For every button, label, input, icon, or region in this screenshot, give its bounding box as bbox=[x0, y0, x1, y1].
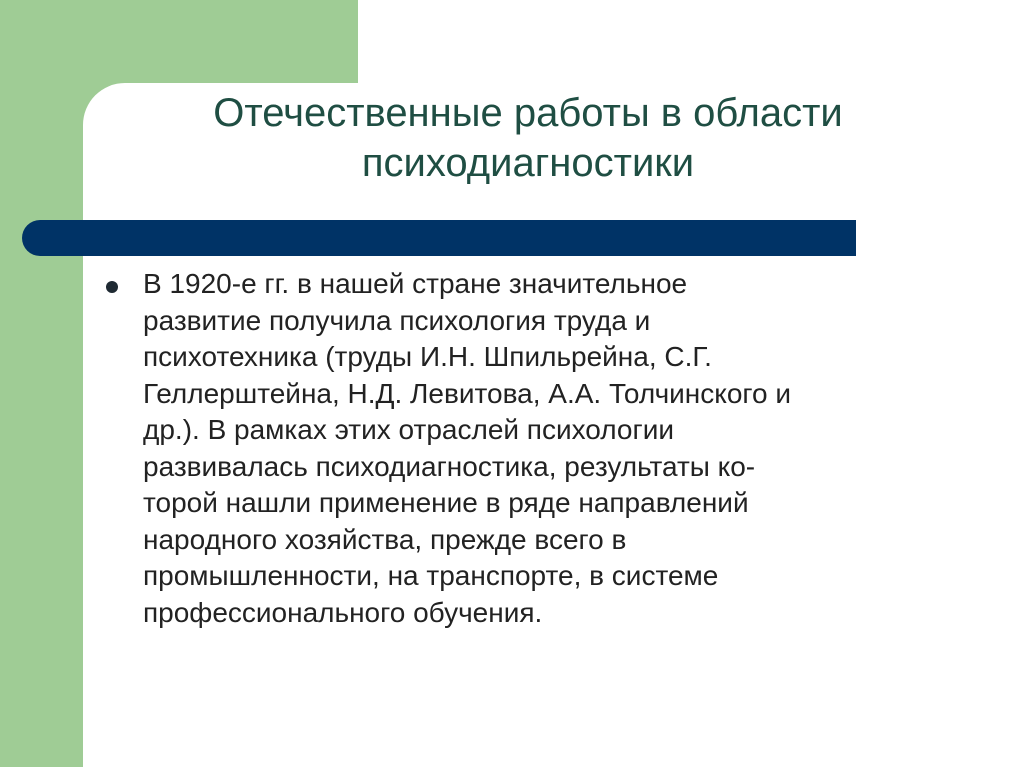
bullet-line: профессионального обучения. bbox=[143, 596, 543, 628]
bullet-line: Геллерштейна, Н.Д. Левитова, А.А. Толчинского и bbox=[143, 377, 791, 409]
bullet-line: психотехника (труды И.Н. Шпильрейна, С.Г. bbox=[143, 341, 712, 372]
bullet-dot-icon bbox=[106, 281, 118, 293]
bullet-line: народного хозяйства, прежде всего в bbox=[143, 523, 627, 555]
bullet-line: др.). В рамках этих отраслей психологии bbox=[143, 414, 674, 445]
bullet-line: развитие получила психология труда и bbox=[143, 304, 651, 336]
bullet-line: промышленности, на транспорте, в системе bbox=[143, 560, 719, 591]
slide-title-line: психодиагностики bbox=[361, 141, 695, 185]
bullet-line: торой нашли применение в ряде направлений bbox=[143, 487, 749, 518]
bullet-line: В 1920-е гг. в нашей стране значительное bbox=[143, 268, 688, 299]
title-divider-bar bbox=[22, 220, 856, 256]
bullet-text bbox=[143, 266, 960, 631]
bullet-list bbox=[100, 266, 960, 631]
slide-title-line: Отечественные работы в области bbox=[213, 91, 843, 135]
bullet-line: развивалась психодиагностика, результаты ко- bbox=[143, 450, 756, 482]
bullet-item bbox=[100, 266, 960, 631]
slide-title bbox=[83, 88, 973, 188]
